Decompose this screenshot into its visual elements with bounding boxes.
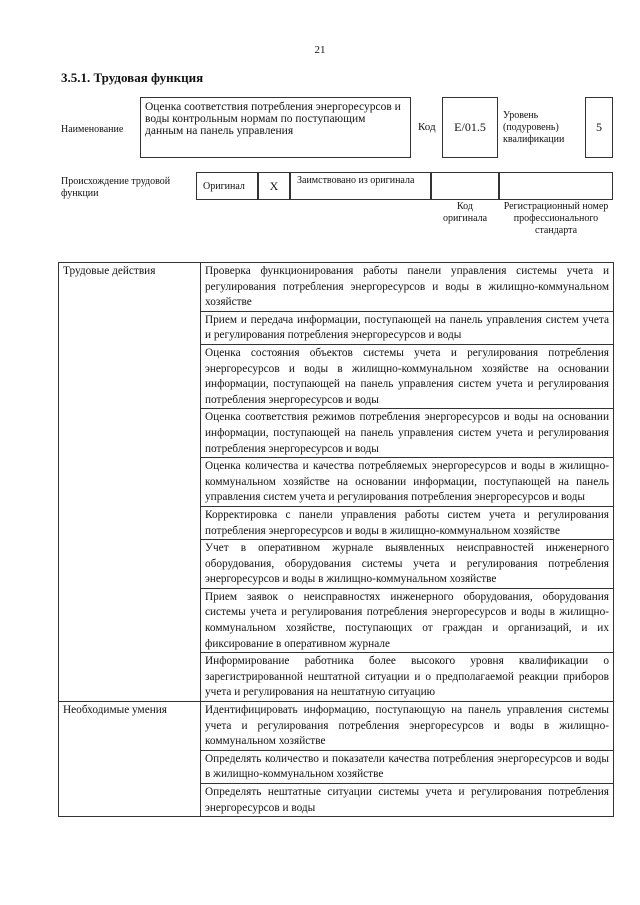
name-label: Наименование	[61, 124, 124, 135]
origin-label: Происхождение трудовой функции	[61, 176, 171, 199]
section-title: 3.5.1. Трудовая функция	[61, 70, 204, 85]
labor-action-item: Проверка функционирования работы панели управления системы учета и регулирования потребления энергоресурсов и воды в жилищно-коммунальном хозяйстве	[201, 263, 614, 312]
original-mark: X	[258, 172, 290, 200]
labor-action-item: Оценка соответствия режимов потребления энергоресурсов и воды на основании информации, поступающей на панель управления систем учета и регулирования потребления энергоресурсов и воды	[201, 409, 614, 458]
labor-action-item: Прием и передача информации, поступающей на панель управления систем учета и регулирования потребления энергоресурсов и воды	[201, 311, 614, 344]
qualification-level-value: 5	[585, 97, 613, 158]
labor-action-item: Прием заявок о неисправностях инженерного оборудования, оборудования системы учета и регулирования потребления энергоресурсов и воды в жилищно-коммунальном хозяйстве, поступающих от граждан и организаций, и их фиксирование в оперативном журнале	[201, 588, 614, 652]
reg-number-cell	[499, 172, 613, 200]
code-original-cell	[431, 172, 499, 200]
function-name-value: Оценка соответствия потребления энергоресурсов и воды контрольным нормам по поступающим данным на панель управления	[140, 97, 411, 158]
code-label: Код	[418, 121, 436, 133]
skill-item: Определять количество и показатели качества потребления энергоресурсов и воды в жилищно-коммунальном хозяйстве	[201, 750, 614, 783]
labor-action-item: Корректировка с панели управления работы систем учета и регулирования потребления энергоресурсов и воды в жилищно-коммунальном хозяйстве	[201, 506, 614, 539]
qualification-level-label: Уровень (подуровень) квалификации	[503, 110, 565, 145]
labor-action-item: Оценка количества и качества потребляемых энергоресурсов и воды в жилищно-коммунальном хозяйстве на основании информации, поступающей на панель управления систем учета и регулирования потребления энергоресурсов и воды	[201, 458, 614, 507]
labor-actions-label: Трудовые действия	[59, 263, 201, 702]
page-number: 21	[314, 44, 326, 56]
reg-number-caption: Регистрационный номер профессионального стандарта	[503, 201, 609, 236]
function-details-table	[58, 262, 614, 817]
skill-item: Определять нештатные ситуации системы учета и регулирования потребления энергоресурсов и воды	[201, 784, 614, 817]
table-row	[59, 263, 614, 312]
table-row	[59, 702, 614, 751]
original-label: Оригинал	[196, 172, 258, 200]
code-value: E/01.5	[442, 97, 498, 158]
skill-item: Идентифицировать информацию, поступающую на панель управления системы учета и регулирования потребления энергоресурсов и воды в жилищно-коммунальном хозяйстве	[201, 702, 614, 751]
borrowed-label: Заимствовано из оригинала	[290, 172, 431, 200]
code-original-caption: Код оригинала	[442, 201, 488, 224]
required-skills-label: Необходимые умения	[59, 702, 201, 817]
labor-action-item: Учет в оперативном журнале выявленных неисправностей инженерного оборудования, оборудования системы учета и регулирования потребления энергоресурсов и воды в жилищно-коммунальном хозяйстве	[201, 540, 614, 589]
labor-action-item: Информирование работника более высокого уровня квалификации о зарегистрированной нештатной ситуации и о предполагаемой реакции приборов учета и регулирования на нештатную ситуацию	[201, 653, 614, 702]
labor-action-item: Оценка состояния объектов системы учета и регулирования потребления энергоресурсов и воды в жилищно-коммунальном хозяйстве на основании информации, поступающей на панель управления систем учета и регулирования потребления энергоресурсов и воды	[201, 344, 614, 408]
